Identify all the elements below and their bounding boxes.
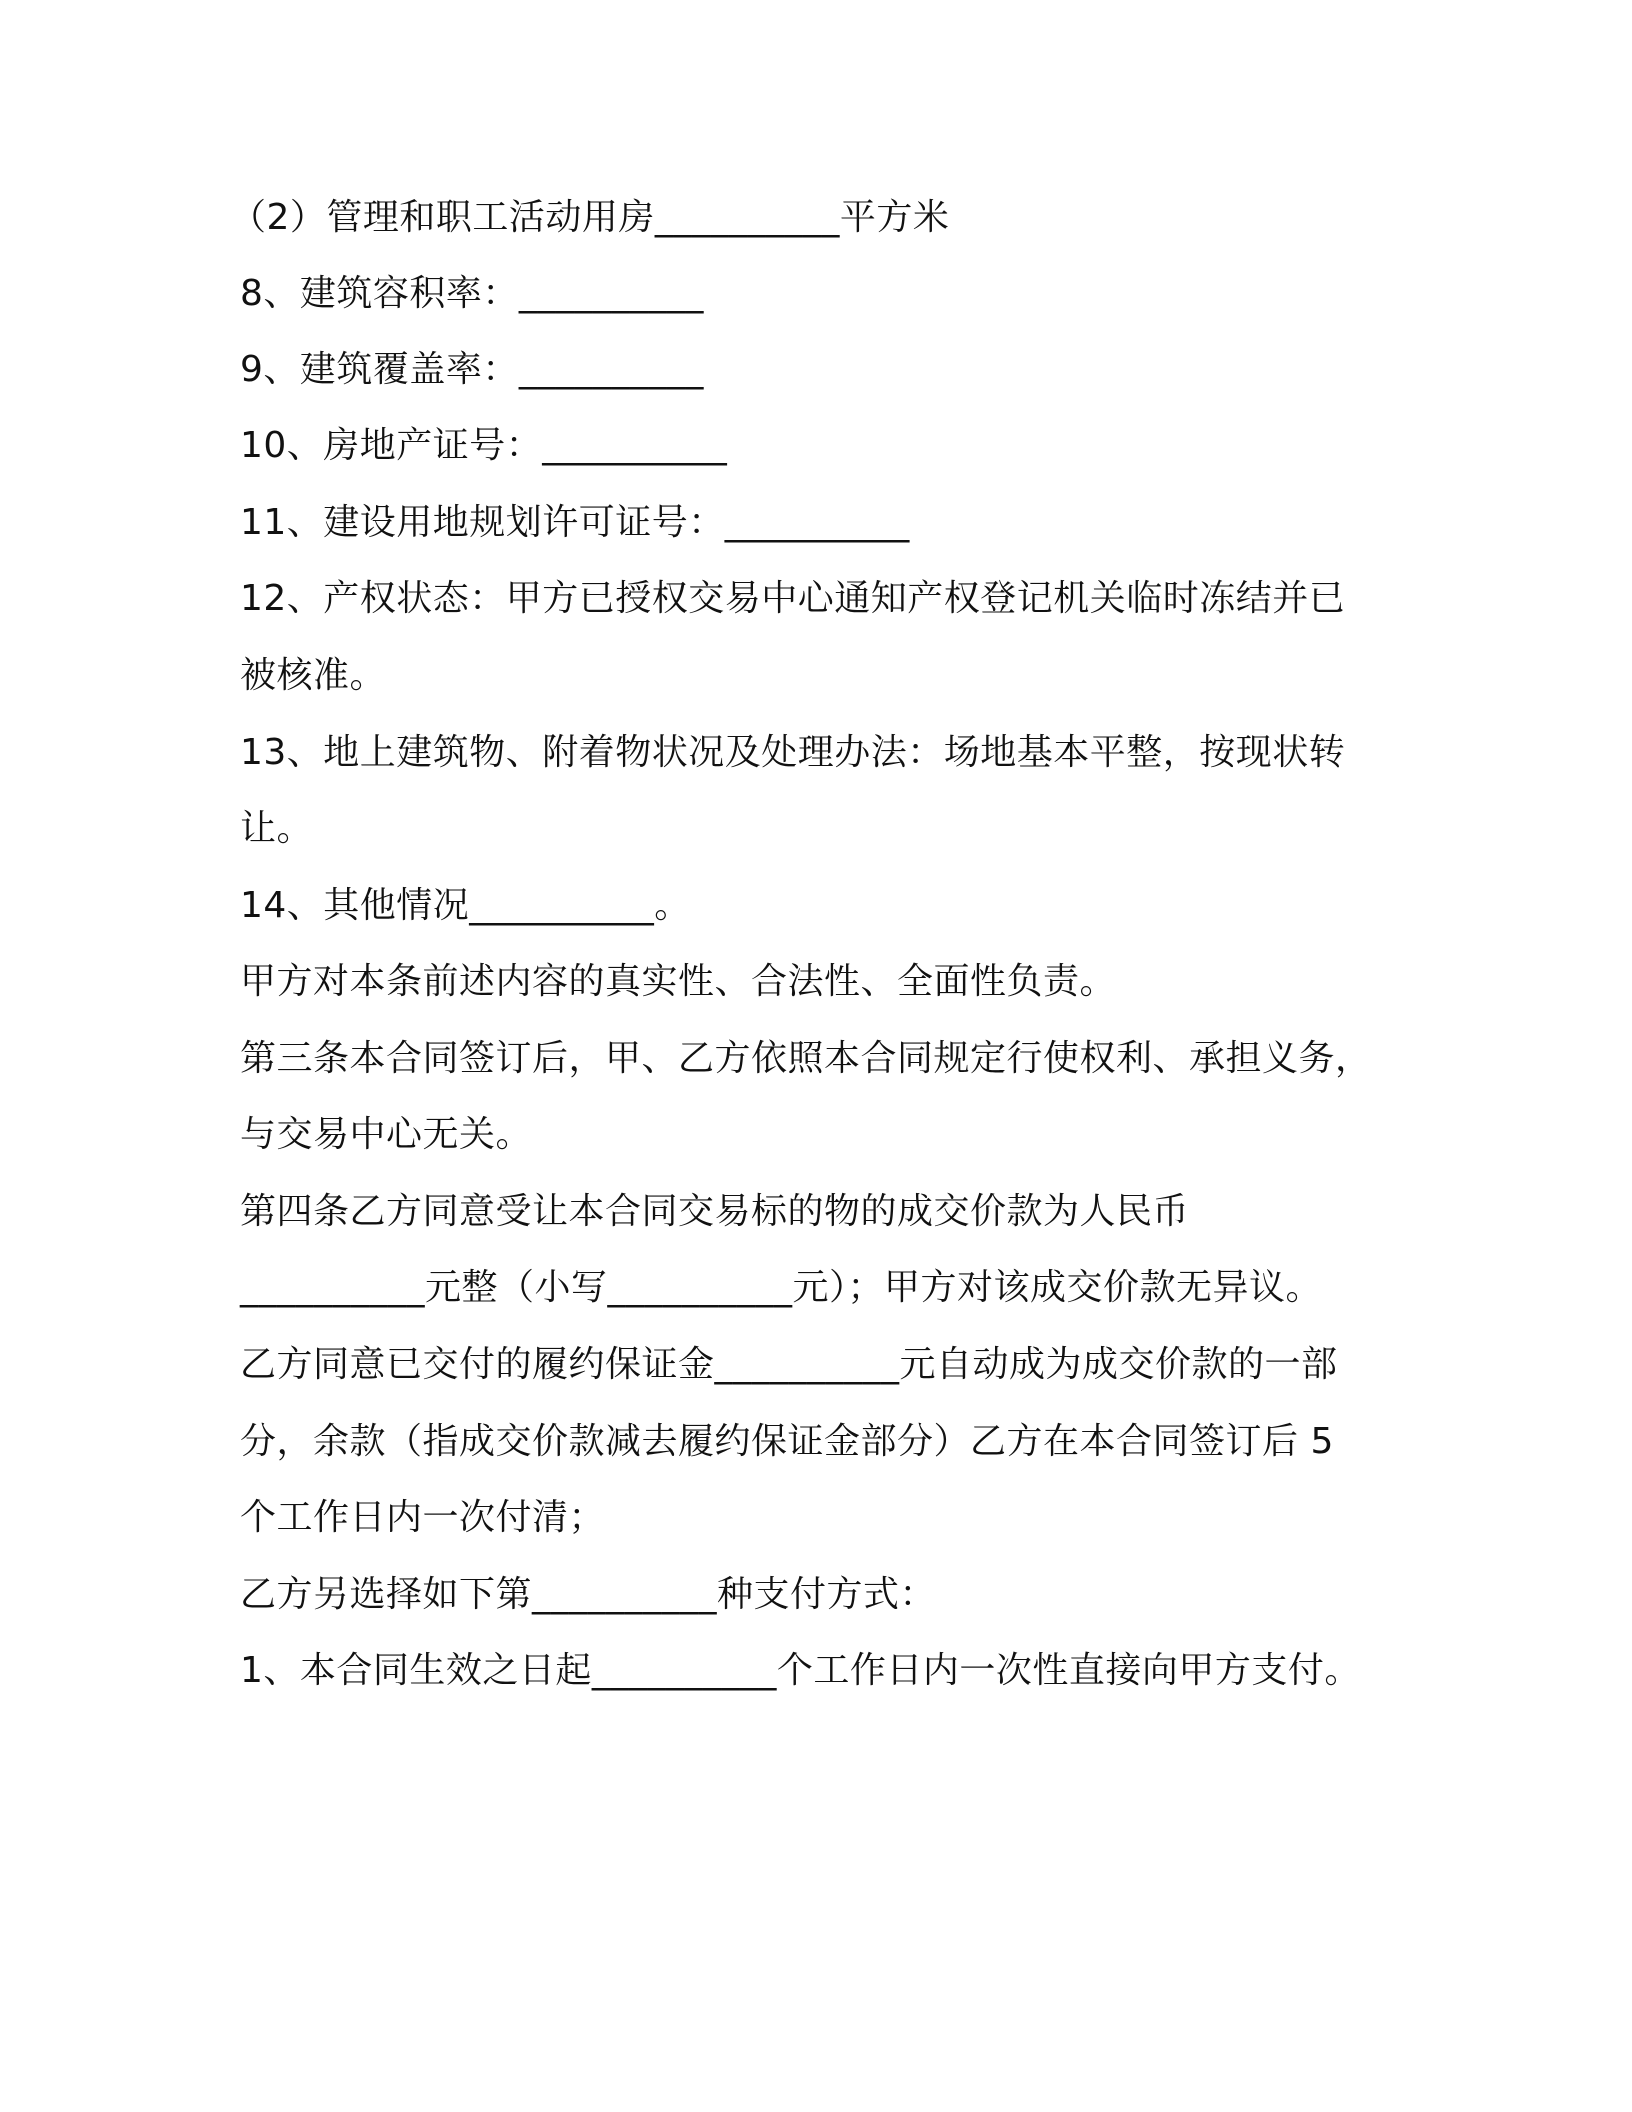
text-line: 10、房地产证号：__________ — [240, 425, 728, 466]
text-line: 第四条乙方同意受让本合同交易标的物的成交价款为人民币 — [240, 1191, 1190, 1232]
text-line: 甲方对本条前述内容的真实性、合法性、全面性负责。 — [240, 961, 1117, 1002]
text-line: __________元整（小写__________元）；甲方对该成交价款无异议。 — [240, 1267, 1323, 1308]
text-line: 13、地上建筑物、附着物状况及处理办法：场地基本平整，按现状转 — [240, 732, 1346, 773]
text-line: 个工作日内一次付清； — [240, 1497, 606, 1538]
text-line: 第三条本合同签订后，甲、乙方依照本合同规定行使权利、承担义务， — [240, 1038, 1372, 1079]
text-line: 14、其他情况__________。 — [240, 885, 691, 926]
text-line: 被核准。 — [240, 655, 387, 696]
text-line: （2）管理和职工活动用房__________平方米 — [230, 197, 950, 238]
text-line: 1、本合同生效之日起__________个工作日内一次性直接向甲方支付。 — [240, 1650, 1361, 1691]
text-line: 乙方同意已交付的履约保证金__________元自动成为成交价款的一部 — [240, 1344, 1338, 1385]
text-line: 分，余款（指成交价款减去履约保证金部分）乙方在本合同签订后 5 — [240, 1421, 1334, 1462]
text-line: 9、建筑覆盖率：__________ — [240, 349, 704, 390]
text-line: 让。 — [240, 808, 314, 849]
text-line: 乙方另选择如下第__________种支付方式： — [240, 1574, 937, 1615]
text-line: 8、建筑容积率：__________ — [240, 273, 704, 314]
text-line: 12、产权状态：甲方已授权交易中心通知产权登记机关临时冻结并已 — [240, 578, 1346, 619]
text-line: 与交易中心无关。 — [240, 1114, 533, 1155]
text-line: 11、建设用地规划许可证号：__________ — [240, 502, 910, 543]
